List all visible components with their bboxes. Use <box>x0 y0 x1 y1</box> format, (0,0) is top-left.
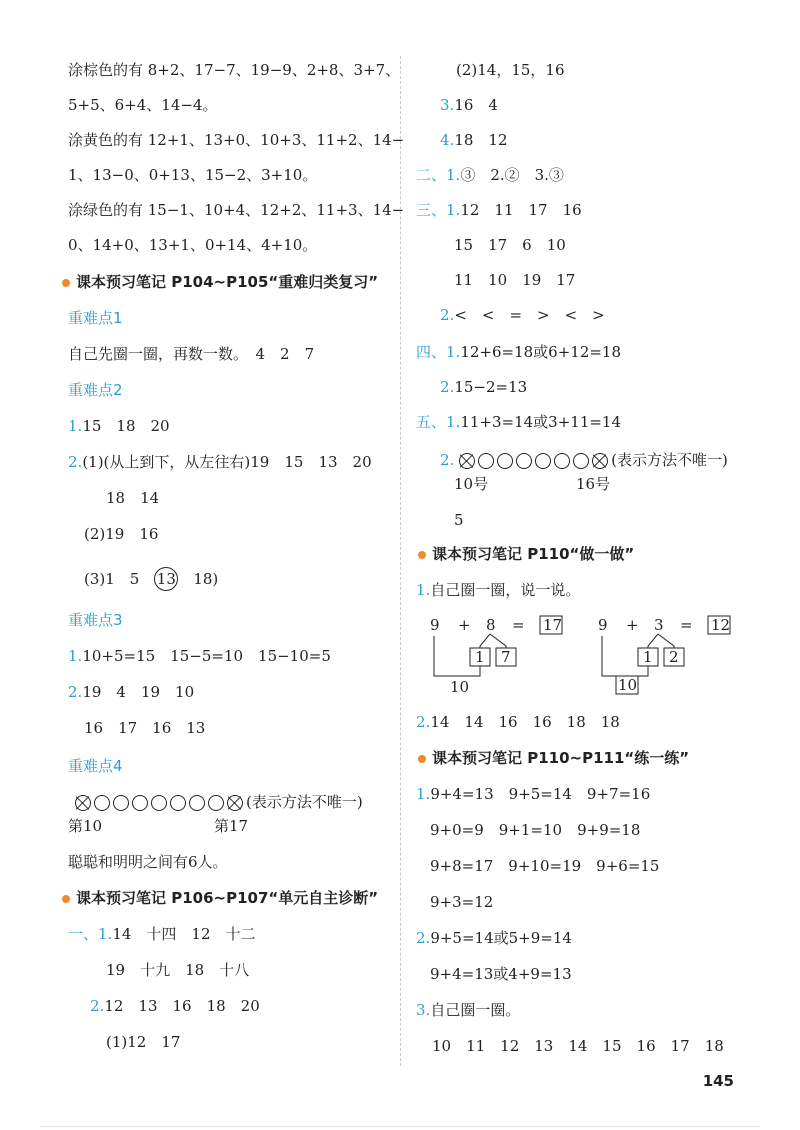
s5-answer: 5 <box>454 511 464 529</box>
s5-label-first: 10号 <box>454 475 489 493</box>
circle-icon <box>170 795 186 811</box>
item-text: 9+5=14或5+9=14 <box>430 929 572 947</box>
kp3-item-1 <box>68 646 331 666</box>
brown-line-1: 涂棕色的有 8+2、17−7、19−9、2+8、3+7、 <box>68 61 401 79</box>
item-number: 四、1. <box>416 343 461 361</box>
eq2-op: + <box>626 616 639 634</box>
addition-diagram-1 <box>420 608 590 698</box>
eq1-eq: = <box>512 616 525 634</box>
item-number: 3. <box>416 1001 431 1019</box>
section-heading-3 <box>418 544 634 564</box>
eq1-split-1: 1 <box>475 648 485 666</box>
s1-item-1a <box>68 924 256 944</box>
circle-icon <box>94 795 110 811</box>
item-number: 2. <box>440 451 455 469</box>
item-number: 2. <box>68 453 83 471</box>
eq1-branch-left <box>480 634 490 648</box>
r-item-2: (2)14，15，16 <box>456 61 565 79</box>
eq2-split-2: 2 <box>669 648 679 666</box>
p-item-2b: 9+4=13或4+9=13 <box>430 965 572 983</box>
circle-icon <box>535 453 551 469</box>
yellow-line-2: 1、13−0、0+13、15−2、3+10。 <box>68 166 318 184</box>
s2-row <box>416 165 564 185</box>
p-item-1c: 9+8=17 9+10=19 9+6=15 <box>430 857 660 875</box>
item-number: 1. <box>68 417 83 435</box>
section-heading-4 <box>418 748 689 768</box>
kp3-item-2a <box>68 682 194 702</box>
bullet-dot-icon <box>62 895 70 903</box>
item-text: 19 4 19 10 <box>82 683 195 701</box>
item-number: 2. <box>440 378 455 396</box>
key-point-4: 重难点4 <box>68 757 123 775</box>
item-number: 1. <box>416 785 431 803</box>
eq2-branch-right <box>658 634 674 648</box>
item-text: 16 4 <box>454 96 498 114</box>
bullet-dot-icon <box>62 279 70 287</box>
item-number: 2. <box>440 306 455 324</box>
eq2-sum-line-left <box>602 636 616 676</box>
eq2-eq: = <box>680 616 693 634</box>
r-item-3 <box>440 95 498 115</box>
crossed-circle-icon <box>227 795 243 811</box>
r-item-4 <box>440 130 508 150</box>
item-text: 10+5=15 15−5=10 15−10=5 <box>82 647 331 665</box>
circle-icon <box>189 795 205 811</box>
item-text: 18 12 <box>454 131 508 149</box>
s4-item-2 <box>440 377 527 397</box>
p-item-1b: 9+0=9 9+1=10 9+9=18 <box>430 821 641 839</box>
kp2-item-2d <box>84 567 218 591</box>
eq2-a: 9 <box>598 616 608 634</box>
item-number: 二、1. <box>416 166 461 184</box>
eq2-sum-line-right <box>638 666 648 676</box>
s3-item-2 <box>440 305 605 325</box>
circle-icon <box>208 795 224 811</box>
item-number: 4. <box>440 131 455 149</box>
item-number: 2. <box>416 929 431 947</box>
eq2-split-1: 1 <box>643 648 653 666</box>
item-text: 11+3=14或3+11=14 <box>460 413 622 431</box>
item-text: 12 13 16 18 20 <box>104 997 260 1015</box>
section-heading-1 <box>62 272 378 292</box>
item-text: 14 14 16 16 18 18 <box>430 713 620 731</box>
item-number: 2. <box>416 713 431 731</box>
crossed-circle-icon <box>459 453 475 469</box>
bullet-dot-icon <box>418 551 426 559</box>
s3-row-a <box>416 200 582 220</box>
item-text: (3)1 5 <box>84 570 155 588</box>
circle-icon <box>497 453 513 469</box>
key-point-3: 重难点3 <box>68 611 123 629</box>
item-number: 1. <box>416 581 431 599</box>
right-column <box>400 0 800 1130</box>
circled-number: 13 <box>154 567 178 591</box>
eq2-result: 12 <box>711 616 731 634</box>
green-line-2: 0、14+0、13+1、0+14、4+10。 <box>68 236 318 254</box>
p-item-3 <box>416 1000 520 1020</box>
note-text: (表示方法不唯一) <box>246 793 363 811</box>
eq1-sum-line <box>434 636 480 676</box>
s3-row-b: 15 17 6 10 <box>454 236 566 254</box>
s5-circle-row <box>440 450 728 470</box>
eq1-a: 9 <box>430 616 440 634</box>
eq1-b: 8 <box>486 616 496 634</box>
p-item-3-numbers: 10 11 12 13 14 15 16 17 18 <box>432 1037 724 1055</box>
green-line-1: 涂绿色的有 15−1、10+4、12+2、11+3、14− <box>68 201 405 219</box>
eq1-result: 17 <box>543 616 563 634</box>
brown-line-2: 5+5、6+4、14−4。 <box>68 96 218 114</box>
d-item-2 <box>416 712 620 732</box>
item-text: ③ 2.② 3.③ <box>460 166 564 184</box>
key-point-2: 重难点2 <box>68 381 123 399</box>
circle-icon <box>516 453 532 469</box>
circle-icon <box>151 795 167 811</box>
item-number: 3. <box>440 96 455 114</box>
item-number: 2. <box>68 683 83 701</box>
s5-item-1 <box>416 412 621 432</box>
p-item-1a <box>416 784 650 804</box>
heading-text: 课本预习笔记 P106~P107“单元自主诊断” <box>76 889 379 907</box>
item-text: 自己圈一圈。 <box>430 1001 521 1019</box>
kp2-item-2c: (2)19 16 <box>84 525 159 543</box>
kp2-item-1 <box>68 416 170 436</box>
eq1-split-2: 7 <box>501 648 511 666</box>
addition-diagram-2 <box>588 608 758 698</box>
circle-icon <box>132 795 148 811</box>
key-point-1: 重难点1 <box>68 309 123 327</box>
heading-text: 课本预习笔记 P110“做一做” <box>432 545 635 563</box>
item-text: 12 11 17 16 <box>460 201 582 219</box>
item-number: 一、1. <box>68 925 113 943</box>
eq1-sum: 10 <box>450 678 470 696</box>
kp4-label-second: 第17 <box>214 817 249 835</box>
item-number: 1. <box>68 647 83 665</box>
item-text: 9+4=13 9+5=14 9+7=16 <box>430 785 651 803</box>
item-number: 三、1. <box>416 201 461 219</box>
circle-icon <box>478 453 494 469</box>
bullet-dot-icon <box>418 755 426 763</box>
kp4-answer: 聪聪和明明之间有6人。 <box>68 853 228 871</box>
item-text: 14 十四 12 十二 <box>112 925 256 943</box>
yellow-line-1: 涂黄色的有 12+1、13+0、10+3、11+2、14− <box>68 131 405 149</box>
eq2-b: 3 <box>654 616 664 634</box>
d-item-1 <box>416 580 580 600</box>
item-text: < < = > < > <box>454 306 605 324</box>
eq2-branch-left <box>648 634 658 648</box>
kp2-item-2b: 18 14 <box>106 489 160 507</box>
eq1-op: + <box>458 616 471 634</box>
s1-item-2-1: (1)12 17 <box>106 1033 181 1051</box>
heading-text: 课本预习笔记 P110~P111“练一练” <box>432 749 690 767</box>
kp4-circle-row <box>75 792 363 812</box>
kp4-label-first: 第10 <box>68 817 103 835</box>
crossed-circle-icon <box>592 453 608 469</box>
eq1-branch-right <box>490 634 506 648</box>
item-text: 15 18 20 <box>82 417 170 435</box>
item-text: 自己圈一圈，说一说。 <box>430 581 581 599</box>
p-item-2a <box>416 928 572 948</box>
s5-label-second: 16号 <box>576 475 611 493</box>
s4-item-1 <box>416 342 621 362</box>
item-number: 2. <box>90 997 105 1015</box>
crossed-circle-icon <box>75 795 91 811</box>
key-point-1-text: 自己先圈一圈，再数一数。 4 2 7 <box>68 345 315 363</box>
s1-item-1b: 19 十九 18 十八 <box>106 961 250 979</box>
p-item-1d: 9+3=12 <box>430 893 494 911</box>
circle-icon <box>113 795 129 811</box>
section-heading-2 <box>62 888 378 908</box>
item-text: 18) <box>178 570 219 588</box>
circle-icon <box>573 453 589 469</box>
eq2-sum: 10 <box>618 676 638 694</box>
heading-text: 课本预习笔记 P104~P105“重难归类复习” <box>76 273 379 291</box>
note-text: (表示方法不唯一) <box>611 451 728 469</box>
s3-row-c: 11 10 19 17 <box>454 271 576 289</box>
item-text: 15−2=13 <box>454 378 528 396</box>
kp2-item-2a <box>68 452 372 472</box>
kp3-item-2b: 16 17 16 13 <box>84 719 206 737</box>
item-text: (1)(从上到下，从左往右)19 15 13 20 <box>82 453 372 471</box>
footer-rule <box>40 1126 760 1127</box>
s1-item-2 <box>90 996 260 1016</box>
circle-icon <box>554 453 570 469</box>
item-text: 12+6=18或6+12=18 <box>460 343 622 361</box>
page-number: 145 <box>702 1072 734 1090</box>
item-number: 五、1. <box>416 413 461 431</box>
